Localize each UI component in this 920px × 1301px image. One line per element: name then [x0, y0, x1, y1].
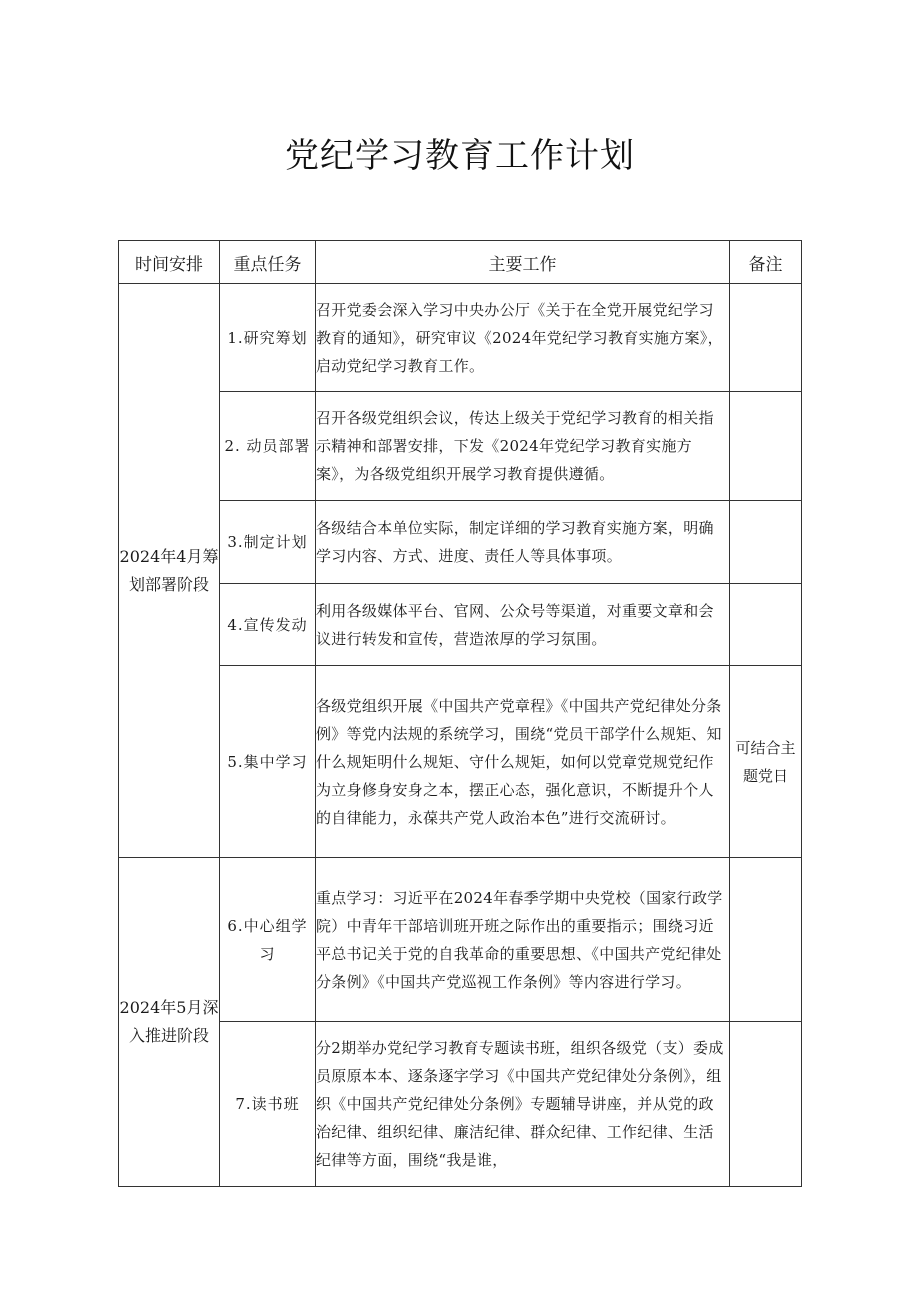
header-note: 备注 — [730, 241, 802, 284]
note-cell — [730, 584, 802, 666]
header-work: 主要工作 — [316, 241, 730, 284]
work-cell: 各级党组织开展《中国共产党章程》《中国共产党纪律处分条例》等党内法规的系统学习，围绕“党员干部学什么规矩、知什么规矩明什么规矩、守什么规矩，如何以党章党规党纪作为立身修身安身之本，摆正心态，强化意识，不断提升个人的自律能力，永葆共产党人政治本色”进行交流研讨。 — [316, 666, 730, 858]
table-row — [119, 501, 802, 584]
task-cell: 2. 动员部署 — [220, 392, 316, 501]
table-row — [119, 858, 802, 1022]
table-row — [119, 584, 802, 666]
header-row — [119, 241, 802, 284]
task-cell: 7.读书班 — [220, 1022, 316, 1187]
task-cell: 5.集中学习 — [220, 666, 316, 858]
task-cell: 1.研究筹划 — [220, 284, 316, 392]
header-task: 重点任务 — [220, 241, 316, 284]
table-row — [119, 392, 802, 501]
work-cell: 各级结合本单位实际，制定详细的学习教育实施方案，明确学习内容、方式、进度、责任人等具体事项。 — [316, 501, 730, 584]
note-cell — [730, 284, 802, 392]
note-cell — [730, 1022, 802, 1187]
note-cell: 可结合主题党日 — [730, 666, 802, 858]
task-cell: 6.中心组学习 — [220, 858, 316, 1022]
note-cell — [730, 858, 802, 1022]
work-cell: 召开各级党组织会议，传达上级关于党纪学习教育的相关指示精神和部署安排，下发《2024年党纪学习教育实施方案》，为各级党组织开展学习教育提供遵循。 — [316, 392, 730, 501]
table-row — [119, 284, 802, 392]
stage-cell-april: 2024年4月筹划部署阶段 — [119, 284, 220, 858]
task-cell: 3.制定计划 — [220, 501, 316, 584]
table-row — [119, 666, 802, 858]
page-title: 党纪学习教育工作计划 — [285, 136, 635, 176]
table-row — [119, 1022, 802, 1187]
note-cell — [730, 501, 802, 584]
task-cell: 4.宣传发动 — [220, 584, 316, 666]
stage-cell-may: 2024年5月深入推进阶段 — [119, 858, 220, 1187]
header-time: 时间安排 — [119, 241, 220, 284]
plan-table — [118, 240, 802, 1187]
work-cell: 重点学习：习近平在2024年春季学期中央党校（国家行政学院）中青年干部培训班开班之际作出的重要指示；围绕习近平总书记关于党的自我革命的重要思想、《中国共产党纪律处分条例》《中国共产党巡视工作条例》等内容进行学习。 — [316, 858, 730, 1022]
note-cell — [730, 392, 802, 501]
work-cell: 利用各级媒体平台、官网、公众号等渠道，对重要文章和会议进行转发和宣传，营造浓厚的学习氛围。 — [316, 584, 730, 666]
work-cell: 分2期举办党纪学习教育专题读书班，组织各级党（支）委成员原原本本、逐条逐字学习《中国共产党纪律处分条例》，组织《中国共产党纪律处分条例》专题辅导讲座，并从党的政治纪律、组织纪律、廉洁纪律、群众纪律、工作纪律、生活纪律等方面，围绕“我是谁， — [316, 1022, 730, 1187]
work-cell: 召开党委会深入学习中央办公厅《关于在全党开展党纪学习教育的通知》，研究审议《2024年党纪学习教育实施方案》，启动党纪学习教育工作。 — [316, 284, 730, 392]
